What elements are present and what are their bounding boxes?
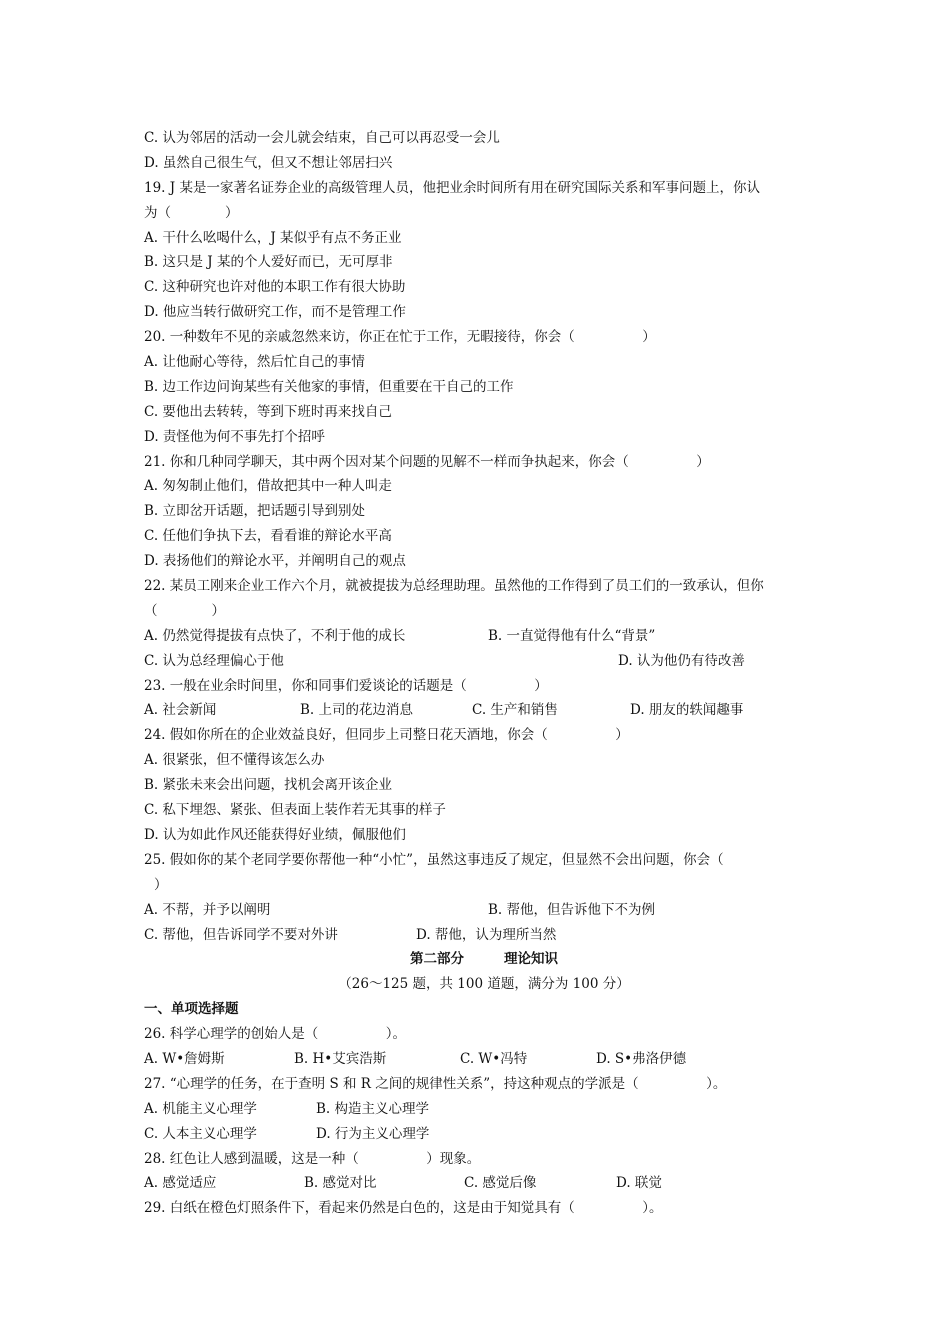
option-b: B. 上司的花边消息 xyxy=(300,702,414,719)
option-a: A. 仍然觉得提拔有点快了，不利于他的成长 xyxy=(144,627,406,644)
option-line: D. 表扬他们的辩论水平，并阐明自己的观点 xyxy=(144,553,406,570)
option-d: D. S•弗洛伊德 xyxy=(596,1050,687,1067)
option-row xyxy=(144,898,824,923)
question-27: 27. “心理学的任务，在于查明 S 和 R 之间的规律性关系”，持这种观点的学派是（ ）。 xyxy=(144,1075,727,1092)
option-line: B. 这只是 J 某的个人爱好而已，无可厚非 xyxy=(144,254,393,271)
option-d: D. 帮他，认为理所当然 xyxy=(416,926,557,943)
option-line: C. 任他们争执下去，看看谁的辩论水平高 xyxy=(144,528,392,545)
question-21: 21. 你和几种同学聊天，其中两个因对某个问题的见解不一样而争执起来，你会（ ） xyxy=(144,453,710,470)
option-row xyxy=(144,1122,824,1147)
option-row xyxy=(144,1047,824,1072)
question-24: 24. 假如你所在的企业效益良好，但同步上司整日花天酒地，你会（ ） xyxy=(144,727,629,744)
option-d: D. 行为主义心理学 xyxy=(316,1125,430,1142)
question-25-line2: ） xyxy=(154,876,168,893)
option-a: A. 感觉适应 xyxy=(144,1175,217,1192)
option-line: D. 他应当转行做研究工作，而不是管理工作 xyxy=(144,304,406,321)
question-22-line1: 22. 某员工刚来企业工作六个月，就被提拔为总经理助理。虽然他的工作得到了员工们的一致承认，但你 xyxy=(144,578,764,595)
question-22-line2: （ ） xyxy=(144,602,225,619)
option-line: D. 责怪他为何不事先打个招呼 xyxy=(144,428,325,445)
option-line: B. 立即岔开话题，把话题引导到别处 xyxy=(144,503,366,520)
option-line: B. 边工作边问询某些有关他家的事情，但重要在干自己的工作 xyxy=(144,378,514,395)
part-two-title: 理论知识 xyxy=(504,951,558,968)
option-a: A. 社会新闻 xyxy=(144,702,217,719)
option-line: A. 匆匆制止他们，借故把其中一种人叫走 xyxy=(144,478,392,495)
option-c: C. 感觉后像 xyxy=(464,1175,537,1192)
option-a: A. 不帮，并予以阐明 xyxy=(144,901,271,918)
option-line: C. 要他出去转转，等到下班时再来找自己 xyxy=(144,403,392,420)
part-two-subtitle: （26～125 题，共 100 道题，满分为 100 分） xyxy=(338,976,630,993)
option-line: A. 很紧张，但不懂得该怎么办 xyxy=(144,752,325,769)
option-a: A. W•詹姆斯 xyxy=(144,1050,225,1067)
option-c: C. 认为总经理偏心于他 xyxy=(144,652,284,669)
document-body xyxy=(144,126,824,1221)
option-line: C. 私下埋怨、紧张、但表面上装作若无其事的样子 xyxy=(144,802,446,819)
question-19-line2: 为（ ） xyxy=(144,204,239,221)
option-line: B. 紧张未来会出问题，找机会离开该企业 xyxy=(144,777,393,794)
option-line: C. 这种研究也许对他的本职工作有很大协助 xyxy=(144,279,406,296)
question-25-line1: 25. 假如你的某个老同学要你帮他一种“小忙”，虽然这事违反了规定，但显然不会出问题，你会（ xyxy=(144,851,724,868)
option-line: A. 让他耐心等待，然后忙自己的事情 xyxy=(144,354,365,371)
question-19-line1: 19. J 某是一家著名证券企业的高级管理人员，他把业余时间所有用在研究国际关系和军事问题上，你认 xyxy=(144,179,760,196)
option-d: D. 认为他仍有待改善 xyxy=(618,652,745,669)
option-b: B. 感觉对比 xyxy=(304,1175,377,1192)
option-d: D. 朋友的轶闻趣事 xyxy=(630,702,744,719)
question-28: 28. 红色让人感到温暖，这是一种（ ）现象。 xyxy=(144,1150,481,1167)
option-b: B. 构造主义心理学 xyxy=(316,1100,430,1117)
question-26: 26. 科学心理学的创始人是（ ）。 xyxy=(144,1026,407,1043)
option-b: B. 帮他，但告诉他下不为例 xyxy=(488,901,656,918)
question-29: 29. 白纸在橙色灯照条件下，看起来仍然是白色的，这是由于知觉具有（ ）。 xyxy=(144,1200,663,1217)
question-23: 23. 一般在业余时间里，你和同事们爱谈论的话题是（ ） xyxy=(144,677,548,694)
part-two-label: 第二部分 xyxy=(410,951,464,968)
option-b: B. H•艾宾浩斯 xyxy=(294,1050,387,1067)
option-row xyxy=(144,1171,824,1196)
option-a: A. 机能主义心理学 xyxy=(144,1100,257,1117)
option-c: C. 帮他，但告诉同学不要对外讲 xyxy=(144,926,338,943)
option-c: C. 生产和销售 xyxy=(472,702,558,719)
option-row xyxy=(144,923,824,948)
option-row xyxy=(144,698,824,723)
part-two-heading xyxy=(144,947,824,972)
option-c: C. W•冯特 xyxy=(460,1050,528,1067)
option-line: D. 认为如此作风还能获得好业绩，佩服他们 xyxy=(144,826,406,843)
option-row xyxy=(144,624,824,649)
section-heading: 一、单项选择题 xyxy=(144,1001,239,1018)
option-line: A. 干什么吆喝什么，J 某似乎有点不务正业 xyxy=(144,229,402,246)
option-line: D. 虽然自己很生气，但又不想让邻居扫兴 xyxy=(144,154,393,171)
option-c: C. 人本主义心理学 xyxy=(144,1125,257,1142)
question-20: 20. 一种数年不见的亲戚忽然来访，你正在忙于工作，无暇接待，你会（ ） xyxy=(144,329,656,346)
option-row xyxy=(144,649,824,674)
option-row xyxy=(144,1097,824,1122)
option-b: B. 一直觉得他有什么“背景” xyxy=(488,627,656,644)
option-d: D. 联觉 xyxy=(616,1175,662,1192)
option-line: C. 认为邻居的活动一会儿就会结束，自己可以再忍受一会儿 xyxy=(144,130,500,146)
